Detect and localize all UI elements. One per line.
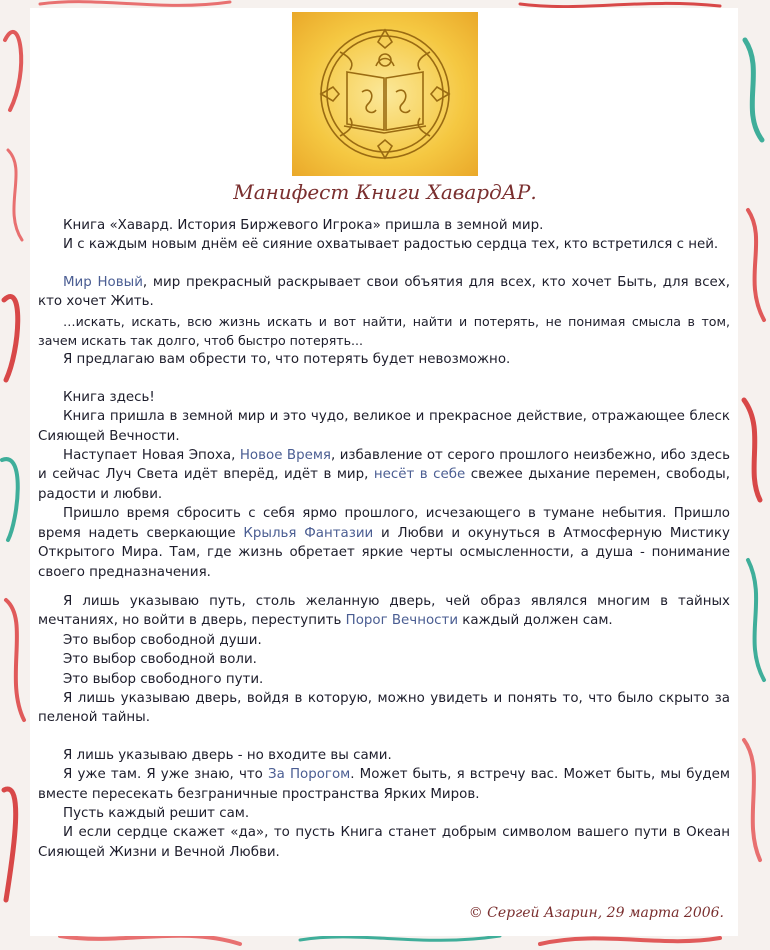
paragraph: И если сердце скажет «да», то пусть Книга станет добрым символом вашего пути в Океан Сияющей Жизни и Вечной Любви. (38, 825, 730, 860)
paragraph: Это выбор свободного пути. (63, 671, 264, 687)
highlight-text: Крылья Фантазии (243, 525, 374, 541)
paragraph: Я лишь указываю дверь - но входите вы сами. (63, 747, 392, 763)
paragraph: Пусть каждый решит сам. (63, 805, 250, 821)
paragraph: Книга здесь! (63, 389, 155, 405)
paragraph: Пришло время сбросить с себя ярмо прошлого, исчезающего в тумане небытия. Пришло время надеть сверкающие Крылья Фантазии и Любви и окунуться в Атмосферную Мистику Открытого Мира. Там, где жизнь обретает яркие черты осмысленности, а душа - понимание своего предназначения. (38, 506, 730, 580)
highlight-text: Порог Вечности (345, 613, 459, 629)
paragraph: Это выбор свободной души. (63, 632, 262, 648)
page-title: Манифест Книги ХавардАР. (233, 180, 537, 204)
paragraph: Я лишь указываю путь, столь желанную дверь, чей образ являлся многим в тайных мечтаниях, но войти в дверь, переступить Порог Вечности каждый должен сам. (38, 593, 730, 629)
paragraph: Я уже там. Я уже знаю, что За Порогом. Может быть, я встречу вас. Может быть, мы будем вместе пересекать безграничные пространства Ярких Миров. (38, 767, 730, 802)
highlight-text: Мир Новый (63, 274, 143, 290)
highlight-text: За Порогом (268, 767, 351, 783)
highlight-text: Новое Время (239, 448, 331, 464)
paragraph: Наступает Новая Эпоха, Новое Время, избавление от серого прошлого неизбежно, ибо здесь и сейчас Луч Света идёт вперёд, идёт в мир, несёт в себе свежее дыхание перемен, свободы, радости и любви. (38, 448, 730, 502)
paragraph: Я предлагаю вам обрести то, что потерять будет невозможно. (63, 352, 511, 368)
signature: © Сергей Азарин, 29 марта 2006. (468, 905, 724, 921)
paragraph: Мир Новый, мир прекрасный раскрывает свои объятия для всех, кто хочет Быть, для всех, кто хочет Жить. (38, 274, 730, 310)
manifesto-text (38, 216, 730, 862)
paragraph: Книга пришла в земной мир и это чудо, великое и прекрасное действие, отражающее блеск Сияющей Вечности. (38, 409, 730, 444)
paragraph: Я лишь указываю дверь, войдя в которую, можно увидеть и понять то, что было скрыто за пеленой тайны. (38, 690, 730, 726)
paragraph: Это выбор свободной воли. (63, 652, 257, 668)
golden-book-emblem-icon (292, 12, 478, 176)
paragraph: Книга «Хавард. История Биржевого Игрока» пришла в земной мир. (63, 218, 544, 233)
highlight-text: несёт в себе (373, 467, 466, 483)
paragraph: …искать, искать, всю жизнь искать и вот найти, найти и потерять, не понимая смысла в том, зачем искать так долго, чтоб быстро потерять... (38, 313, 730, 349)
paragraph: И с каждым новым днём её сияние охватывает радостью сердца тех, кто встретился с ней. (63, 237, 719, 253)
